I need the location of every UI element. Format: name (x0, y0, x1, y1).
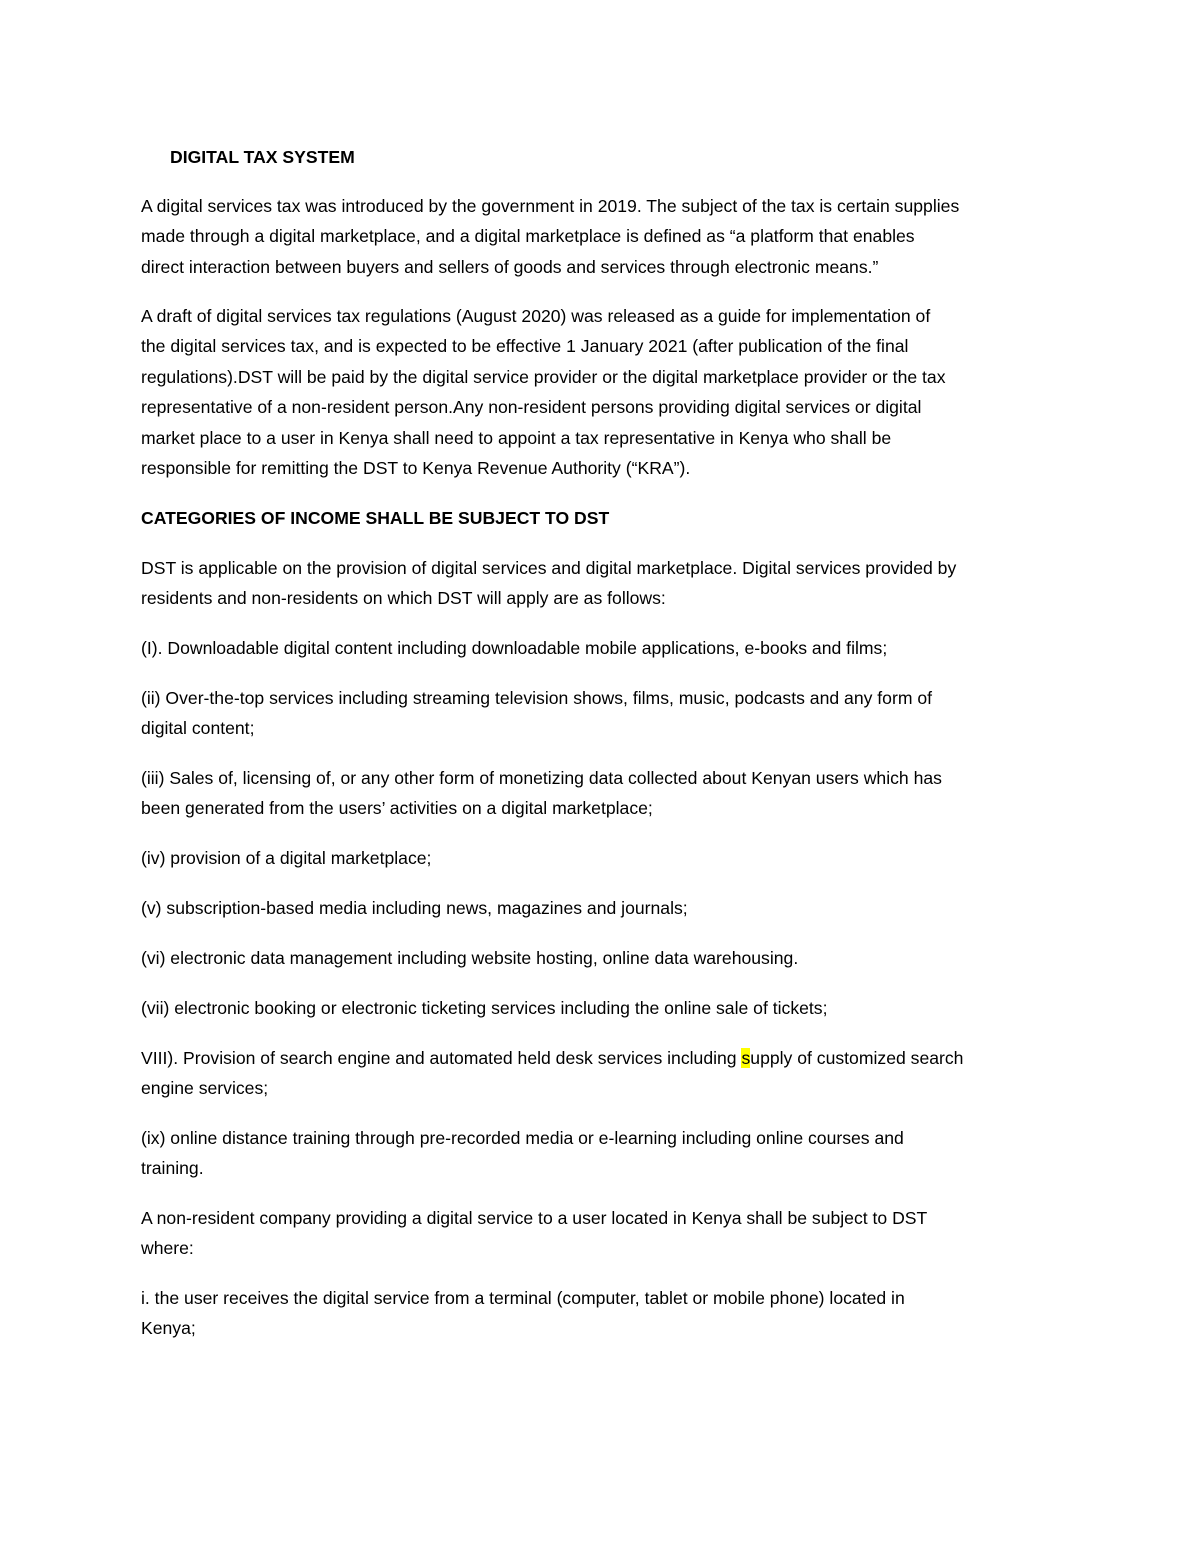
text-line: regulations).DST will be paid by the digital service provider or the digital marketplace provider or the tax (141, 366, 946, 387)
list-item-electronic-booking (141, 993, 1071, 1023)
list-item-data-management (141, 943, 1071, 973)
categories-heading (141, 503, 1071, 533)
text-line: A non-resident company providing a digital service to a user located in Kenya shall be subject to DST (141, 1208, 928, 1228)
highlighted-text: s (741, 1048, 751, 1068)
draft-regulations-paragraph (141, 301, 1071, 483)
text-line: been generated from the users’ activities on a digital marketplace; (141, 798, 653, 819)
text-line: A draft of digital services tax regulations (August 2020) was released as a guide for implementation of (141, 306, 931, 326)
text-line: market place to a user in Kenya shall need to appoint a tax representative in Kenya who shall be (141, 427, 892, 448)
text-line: DST is applicable on the provision of digital services and digital marketplace. Digital services provided by (141, 558, 957, 578)
text-fragment: upply of customized search (750, 1048, 964, 1068)
text-line: where: (141, 1238, 194, 1259)
text-line: (v) subscription-based media including news, magazines and journals; (141, 898, 688, 918)
text-line: made through a digital marketplace, and a digital marketplace is defined as “a platform that enables (141, 226, 915, 247)
text-line: (ix) online distance training through pre-recorded media or e-learning including online courses and (141, 1128, 904, 1148)
list-item-downloadable-content (141, 633, 1071, 663)
text-line: representative of a non-resident person.Any non-resident persons providing digital services or digital (141, 397, 922, 418)
list-item-online-training (141, 1123, 1071, 1184)
text-line: i. the user receives the digital service from a terminal (computer, tablet or mobile phone) located in (141, 1288, 905, 1308)
list-item-search-engine (141, 1043, 1071, 1104)
text-line: (iv) provision of a digital marketplace; (141, 848, 432, 868)
text-line: Kenya; (141, 1318, 196, 1339)
applicability-paragraph (141, 553, 1071, 614)
text-line: residents and non-residents on which DST will apply are as follows: (141, 588, 666, 609)
text-line: (vi) electronic data management including website hosting, online data warehousing. (141, 948, 799, 968)
text-line: (ii) Over-the-top services including streaming television shows, films, music, podcasts and any form of (141, 688, 933, 708)
list-item-over-the-top-services (141, 683, 1071, 744)
intro-paragraph (141, 191, 1071, 282)
text-line: the digital services tax, and is expected to be effective 1 January 2021 (after publication of the final (141, 336, 909, 357)
text-line: digital content; (141, 718, 255, 739)
heading-text: CATEGORIES OF INCOME SHALL BE SUBJECT TO DST (141, 508, 610, 528)
text-fragment: VIII). Provision of search engine and automated held desk services including (141, 1048, 742, 1068)
list-item-subscription-media (141, 893, 1071, 923)
text-line: (vii) electronic booking or electronic ticketing services including the online sale of tickets; (141, 998, 828, 1018)
nonresident-paragraph (141, 1203, 1071, 1264)
document-title (170, 142, 1100, 172)
text-line: (I). Downloadable digital content including downloadable mobile applications, e-books and films; (141, 638, 888, 658)
title-text: DIGITAL TAX SYSTEM (170, 147, 355, 167)
text-line (141, 1043, 1071, 1073)
text-line: responsible for remitting the DST to Kenya Revenue Authority (“KRA”). (141, 457, 691, 478)
list-item-digital-marketplace (141, 843, 1071, 873)
list-item-data-monetization (141, 763, 1071, 824)
text-line: A digital services tax was introduced by the government in 2019. The subject of the tax is certain supplies (141, 196, 960, 216)
text-line: training. (141, 1158, 204, 1179)
condition-terminal-in-kenya (141, 1283, 1071, 1344)
text-line: engine services; (141, 1078, 269, 1099)
text-line: (iii) Sales of, licensing of, or any other form of monetizing data collected about Kenyan users which has (141, 768, 942, 788)
text-line: direct interaction between buyers and sellers of goods and services through electronic means.” (141, 256, 879, 277)
